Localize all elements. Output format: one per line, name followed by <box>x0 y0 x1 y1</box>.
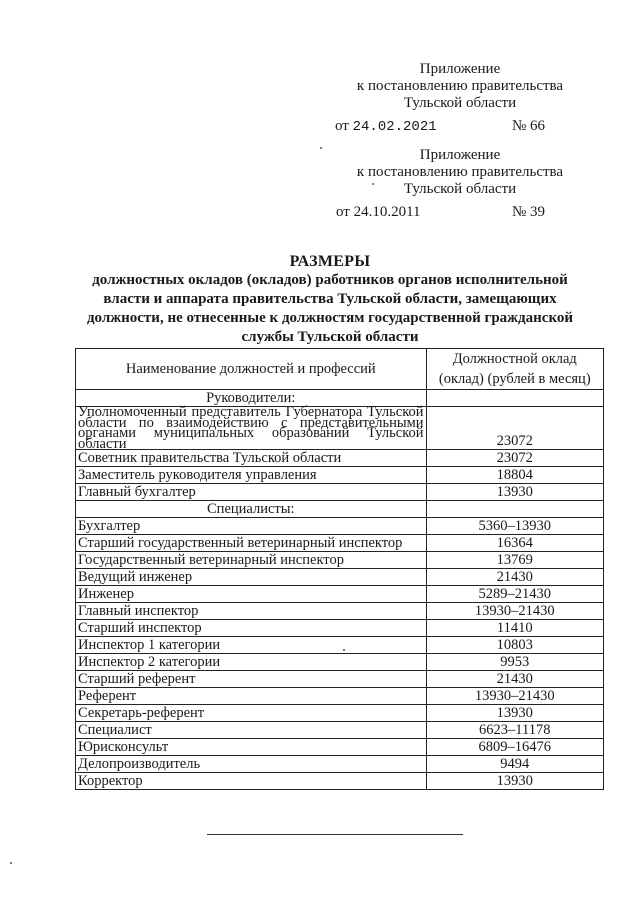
table-row <box>76 467 604 484</box>
table-row <box>76 722 604 739</box>
appendix-current-date-line <box>335 118 437 135</box>
salary-value: 18804 <box>426 467 603 484</box>
section-empty-cell <box>426 501 603 518</box>
table-row <box>76 637 604 654</box>
appendix-original-line-3: Тульской области <box>403 181 517 197</box>
appendix-original-date: от 24.10.2011 <box>336 204 421 220</box>
position-name: Заместитель руководителя управления <box>76 467 427 484</box>
table-row <box>76 518 604 535</box>
position-name: Уполномоченный представитель Губернатора Тульской области по взаимодействию с представительными органами муниципальных образований Тульской области <box>76 407 427 450</box>
salary-value: 13930 <box>426 484 603 501</box>
salary-value: 13930 <box>426 773 603 790</box>
position-name: Секретарь-референт <box>76 705 427 722</box>
appendix-current-date: 24.02.2021 <box>352 119 437 135</box>
position-name: Корректор <box>76 773 427 790</box>
salary-value: 13930–21430 <box>426 603 603 620</box>
position-name: Главный инспектор <box>76 603 427 620</box>
position-name: Делопроизводитель <box>76 756 427 773</box>
title-line-3: должности, не отнесенные к должностям государственной гражданской <box>86 310 574 326</box>
position-name: Инженер <box>76 586 427 603</box>
salary-value: 13769 <box>426 552 603 569</box>
position-name: Ведущий инженер <box>76 569 427 586</box>
table-row <box>76 535 604 552</box>
salary-value: 23072 <box>426 407 603 450</box>
table-row <box>76 569 604 586</box>
appendix-original-line-1: Приложение <box>419 147 501 163</box>
title-line-1: должностных окладов (окладов) работников органов исполнительной <box>92 272 568 288</box>
position-name: Референт <box>76 688 427 705</box>
title-heading: РАЗМЕРЫ <box>289 253 371 270</box>
table-row <box>76 705 604 722</box>
salary-value: 9494 <box>426 756 603 773</box>
appendix-current-number: № 66 <box>512 118 546 134</box>
salary-value: 16364 <box>426 535 603 552</box>
table-row <box>76 671 604 688</box>
title-line-4: службы Тульской области <box>241 329 419 345</box>
salary-value: 9953 <box>426 654 603 671</box>
table-row <box>76 688 604 705</box>
section-empty-cell <box>426 390 603 407</box>
appendix-original <box>345 147 575 198</box>
appendix-original-line-2: к постановлению правительства <box>356 164 564 180</box>
salary-value: 6623–11178 <box>426 722 603 739</box>
salary-value: 21430 <box>426 671 603 688</box>
position-name: Советник правительства Тульской области <box>76 450 427 467</box>
salary-value: 13930–21430 <box>426 688 603 705</box>
position-name: Государственный ветеринарный инспектор <box>76 552 427 569</box>
salary-table <box>75 348 604 790</box>
position-name: Инспектор 1 категории <box>76 637 427 654</box>
table-row <box>76 407 604 450</box>
position-name: Бухгалтер <box>76 518 427 535</box>
appendix-current-line-1: Приложение <box>419 61 501 77</box>
table-row <box>76 654 604 671</box>
table-header-row <box>76 349 604 390</box>
header-position: Наименование должностей и профессий <box>76 349 427 390</box>
position-name: Юрисконсульт <box>76 739 427 756</box>
salary-value: 11410 <box>426 620 603 637</box>
scan-speck <box>320 147 322 149</box>
footer-rule <box>207 834 463 835</box>
salary-value: 6809–16476 <box>426 739 603 756</box>
position-name: Инспектор 2 категории <box>76 654 427 671</box>
position-name: Специалист <box>76 722 427 739</box>
position-name: Старший инспектор <box>76 620 427 637</box>
table-row <box>76 739 604 756</box>
table-row <box>76 773 604 790</box>
header-salary: Должностной оклад (оклад) (рублей в месяц) <box>426 349 603 390</box>
scan-speck <box>10 862 12 864</box>
salary-value: 23072 <box>426 450 603 467</box>
scan-speck <box>343 649 345 651</box>
table-row <box>76 484 604 501</box>
document-title <box>60 252 600 347</box>
salary-value: 5289–21430 <box>426 586 603 603</box>
salary-value: 13930 <box>426 705 603 722</box>
appendix-current <box>345 61 575 112</box>
salary-value: 10803 <box>426 637 603 654</box>
title-line-2: власти и аппарата правительства Тульской области, замещающих <box>103 291 557 307</box>
position-name: Главный бухгалтер <box>76 484 427 501</box>
table-row <box>76 586 604 603</box>
salary-value: 5360–13930 <box>426 518 603 535</box>
table-row <box>76 552 604 569</box>
section-row-specialists <box>76 501 604 518</box>
salary-value: 21430 <box>426 569 603 586</box>
table-row <box>76 756 604 773</box>
table-row <box>76 603 604 620</box>
section-title-leaders: Руководители: <box>76 390 427 407</box>
table-row <box>76 450 604 467</box>
position-name: Старший государственный ветеринарный инспектор <box>76 535 427 552</box>
position-name: Старший референт <box>76 671 427 688</box>
appendix-current-date-prefix: от <box>335 118 349 134</box>
section-title-specialists: Специалисты: <box>76 501 427 518</box>
appendix-current-line-3: Тульской области <box>403 95 517 111</box>
table-row <box>76 620 604 637</box>
appendix-original-number: № 39 <box>512 204 546 220</box>
appendix-current-line-2: к постановлению правительства <box>356 78 564 94</box>
scan-speck <box>372 183 374 185</box>
